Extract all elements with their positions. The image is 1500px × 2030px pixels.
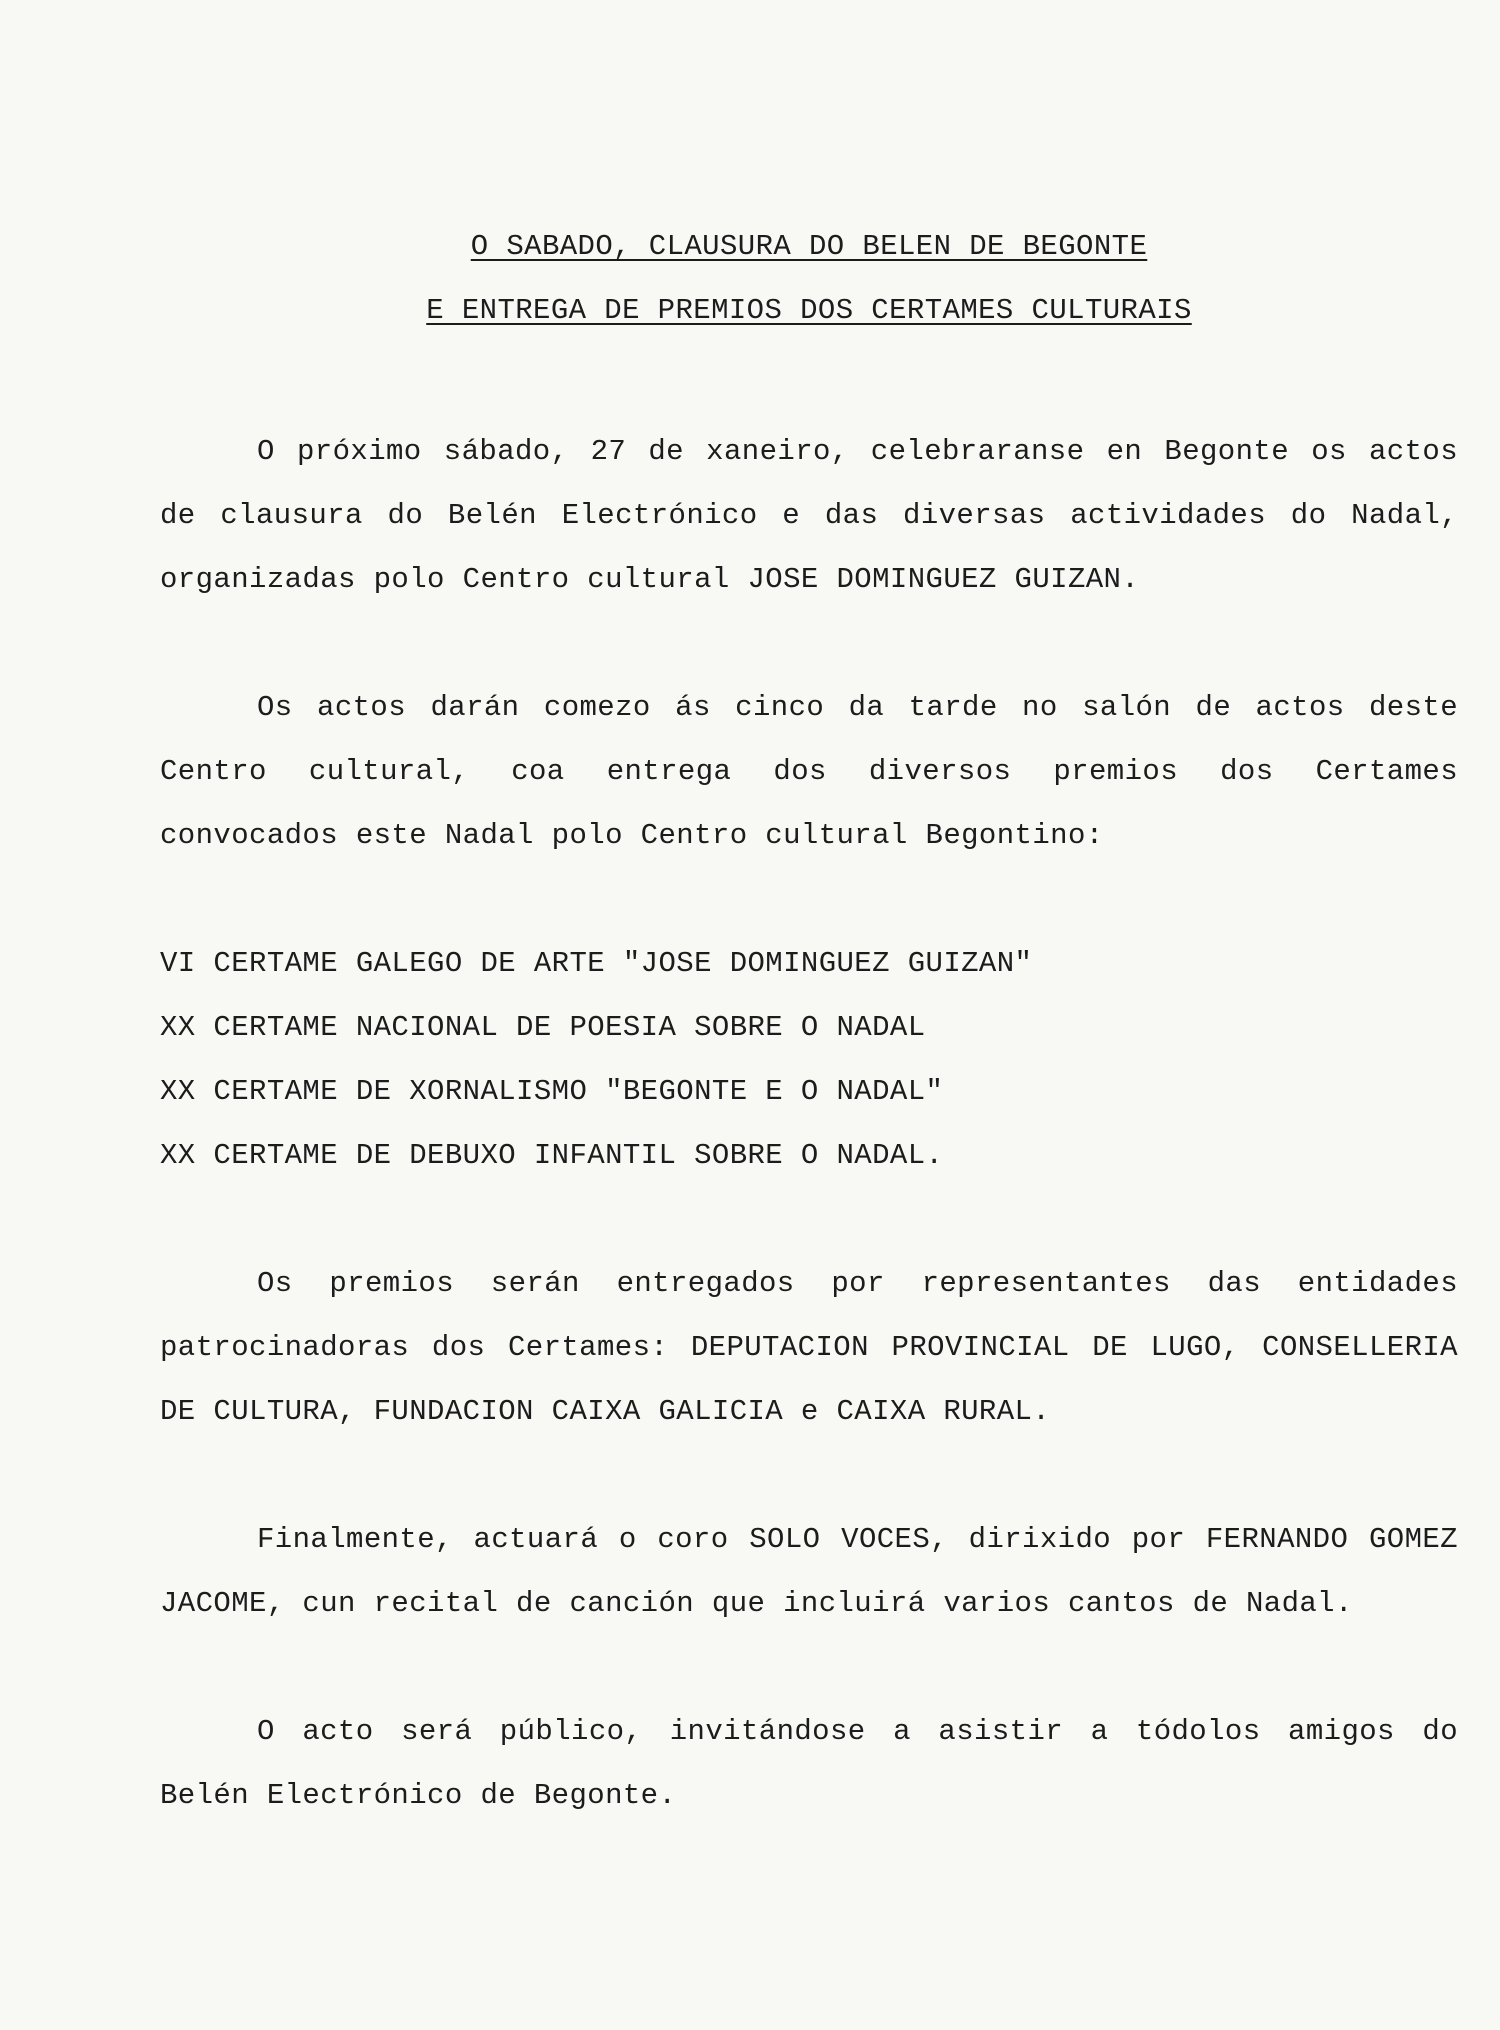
paragraph-choir: Finalmente, actuará o coro SOLO VOCES, dirixido por FERNANDO GOMEZ JACOME, cun recital de canción que incluirá varios cantos de Nadal.: [160, 1523, 1458, 1620]
certames-list: [160, 932, 1458, 1188]
list-item: VI CERTAME GALEGO DE ARTE "JOSE DOMINGUEZ GUIZAN": [160, 947, 1033, 980]
paragraph-closing: O acto será público, invitándose a asistir a tódolos amigos do Belén Electrónico de Begonte.: [160, 1715, 1458, 1812]
title-line-2: E ENTREGA DE PREMIOS DOS CERTAMES CULTURAIS: [426, 294, 1192, 327]
paragraph-intro: O próximo sábado, 27 de xaneiro, celebraranse en Begonte os actos de clausura do Belén Electrónico e das diversas actividades do Nadal, organizadas polo Centro cultural JOSE DOMINGUEZ GUIZAN.: [160, 435, 1458, 596]
list-item: XX CERTAME NACIONAL DE POESIA SOBRE O NADAL: [160, 1011, 926, 1044]
list-item: XX CERTAME DE DEBUXO INFANTIL SOBRE O NADAL.: [160, 1139, 944, 1172]
paragraph-prizes: Os premios serán entregados por representantes das entidades patrocinadoras dos Certames: DEPUTACION PROVINCIAL DE LUGO, CONSELLERIA DE CULTURA, FUNDACION CAIXA GALICIA e CAIXA RURAL.: [160, 1267, 1458, 1428]
title-line-1: O SABADO, CLAUSURA DO BELEN DE BEGONTE: [470, 230, 1148, 263]
paragraph-acts: Os actos darán comezo ás cinco da tarde no salón de actos deste Centro cultural, coa entrega dos diversos premios dos Certames convocados este Nadal polo Centro cultural Begontino:: [160, 691, 1458, 852]
list-item: XX CERTAME DE XORNALISMO "BEGONTE E O NADAL": [160, 1075, 944, 1108]
document-body: [160, 228, 1458, 1828]
